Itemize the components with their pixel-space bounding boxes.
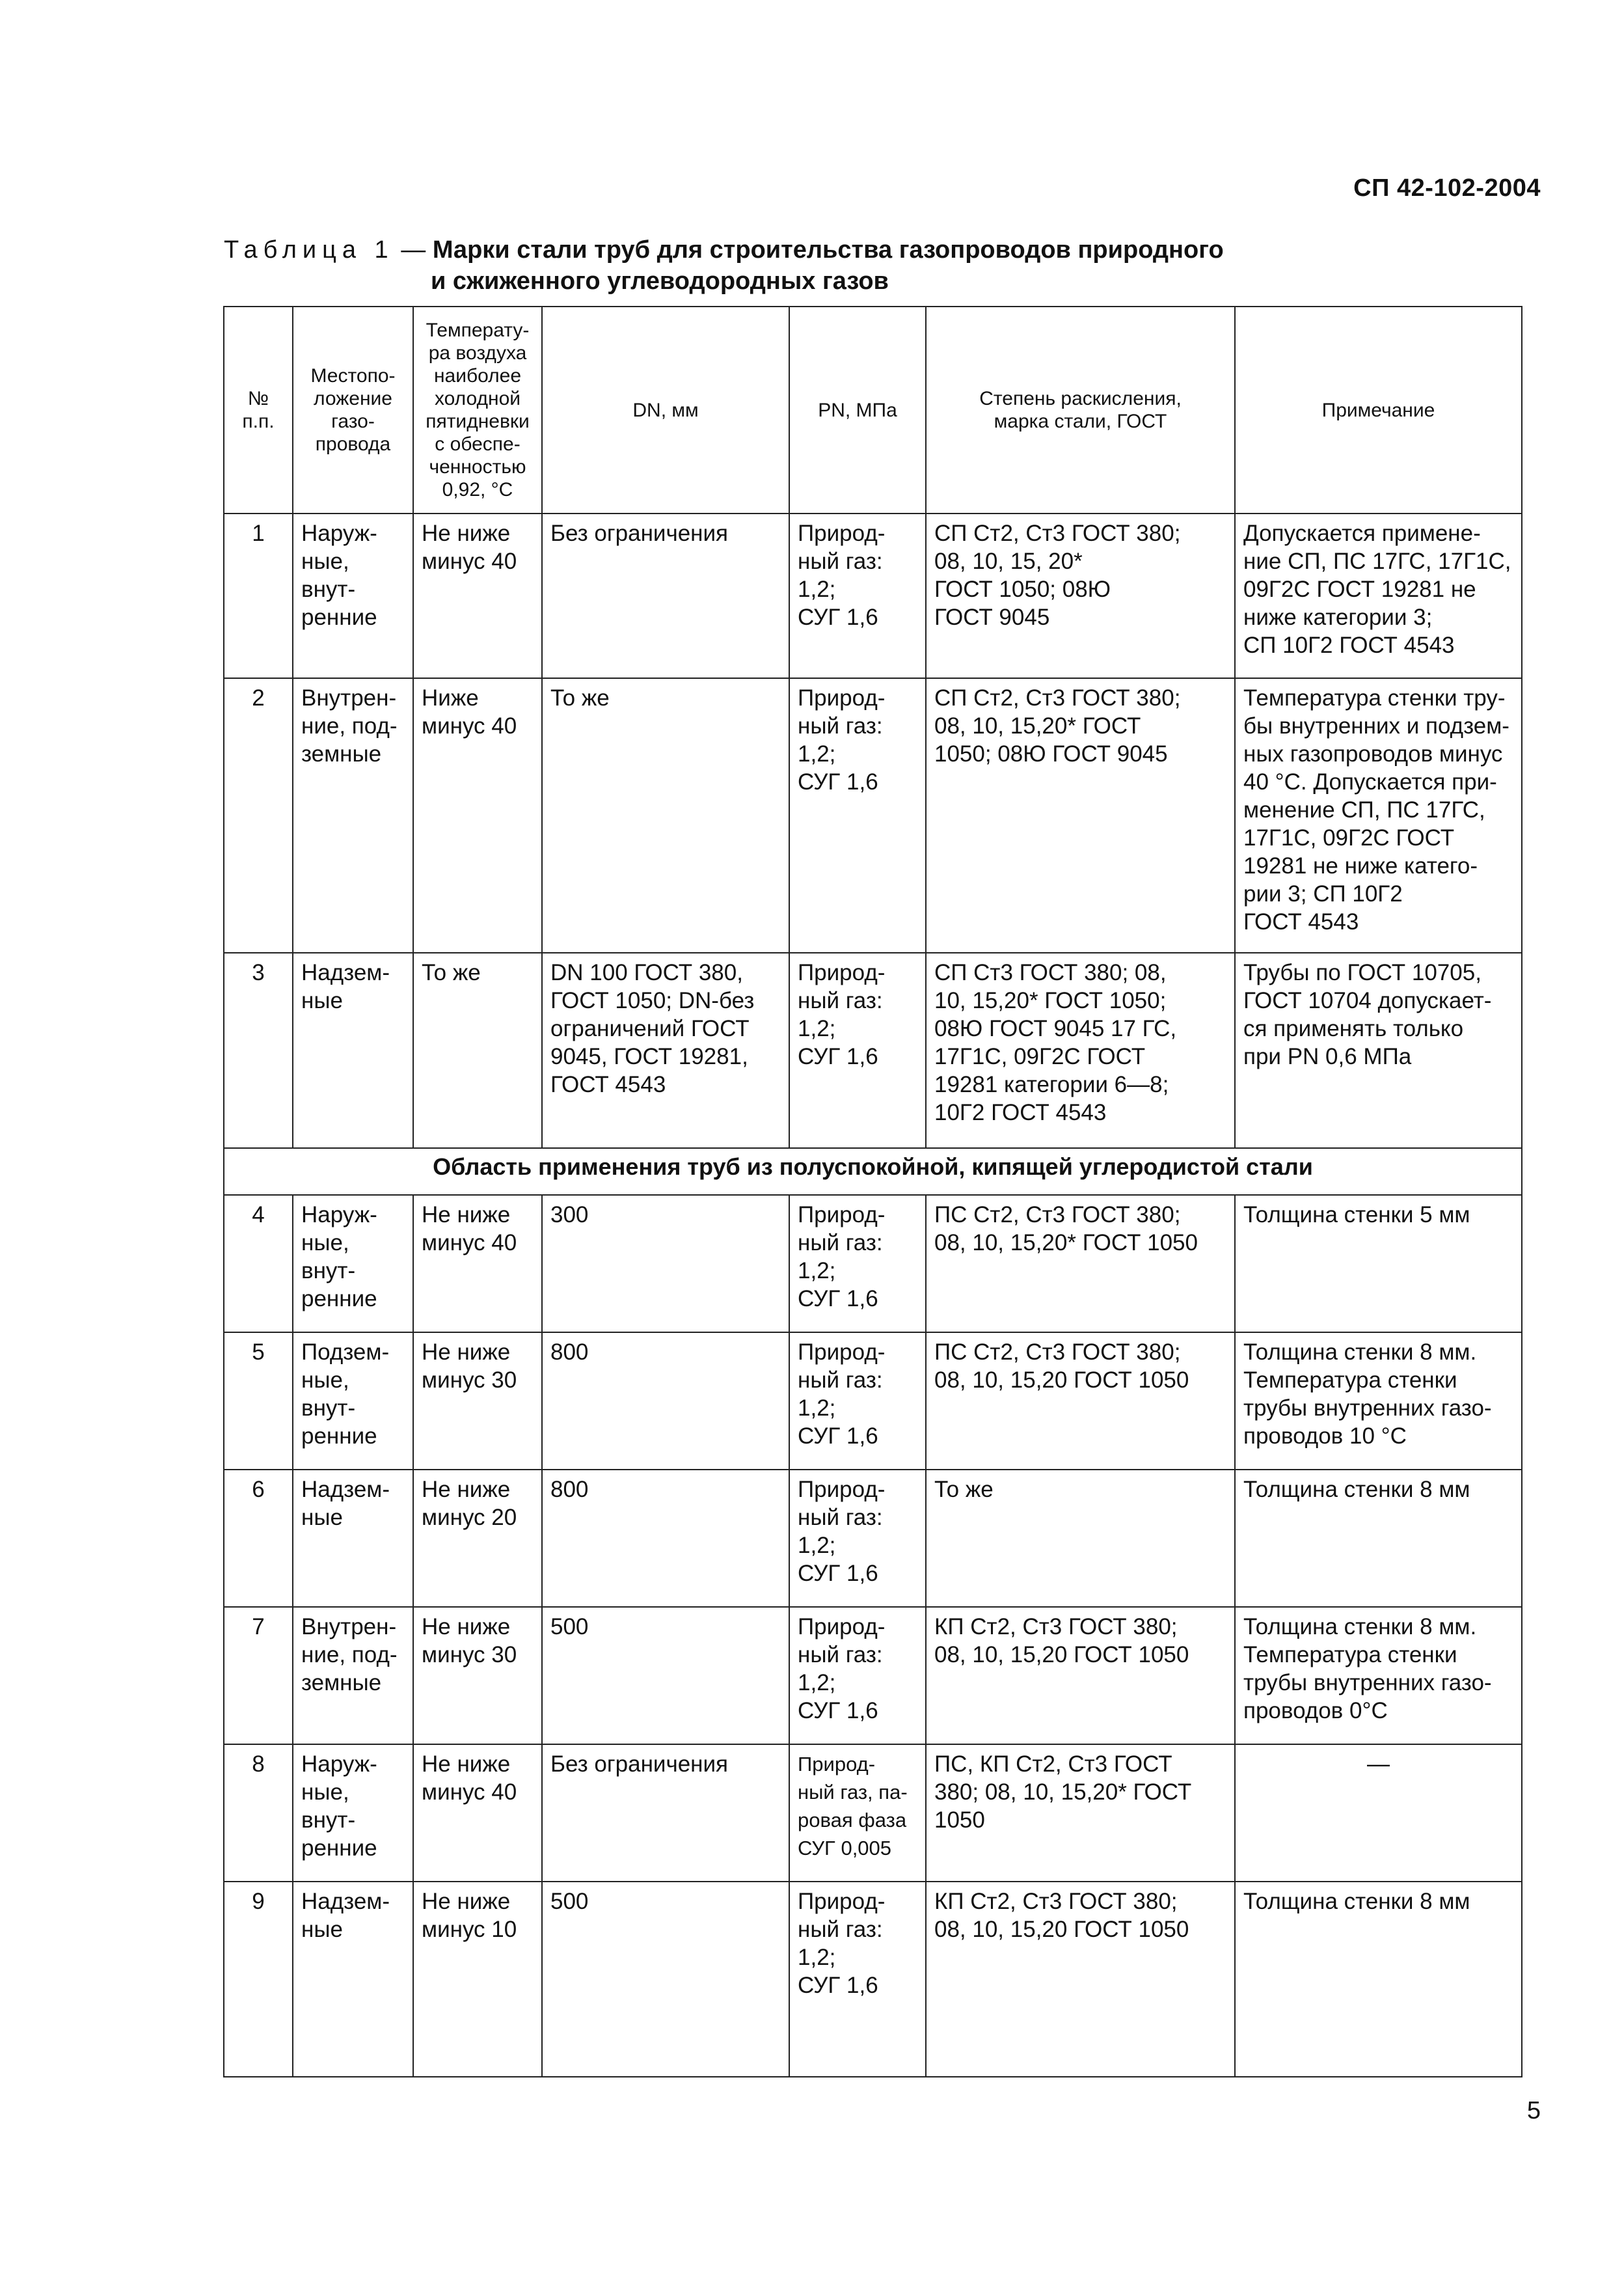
cell-location: Внутрен- ние, под- земные bbox=[293, 1607, 413, 1744]
table-row bbox=[224, 514, 1522, 678]
table-caption-prefix: Таблица 1 bbox=[224, 236, 394, 264]
cell-num: 4 bbox=[224, 1195, 293, 1332]
cell-num: 9 bbox=[224, 1882, 293, 2077]
cell-note: Толщина стенки 8 мм bbox=[1235, 1470, 1522, 1607]
cell-pn: Природ- ный газ: 1,2; СУГ 1,6 bbox=[789, 1470, 926, 1607]
table-row bbox=[224, 1332, 1522, 1470]
cell-temperature: Не ниже минус 40 bbox=[413, 1744, 542, 1882]
cell-note: Толщина стенки 8 мм. Температура стенки трубы внутренних газо- проводов 10 °С bbox=[1235, 1332, 1522, 1470]
cell-num: 7 bbox=[224, 1607, 293, 1744]
table-title-line2: и сжиженного углеводородных газов bbox=[431, 267, 889, 295]
table-row bbox=[224, 953, 1522, 1148]
cell-note: Толщина стенки 8 мм. Температура стенки трубы внутренних газо- проводов 0°С bbox=[1235, 1607, 1522, 1744]
table-section-row bbox=[224, 1148, 1522, 1195]
table-caption-dash: — bbox=[394, 236, 433, 264]
table-row bbox=[224, 1470, 1522, 1607]
table-row bbox=[224, 1882, 1522, 2077]
cell-location: Подзем- ные, внут- ренние bbox=[293, 1332, 413, 1470]
cell-dn: 500 bbox=[542, 1607, 789, 1744]
cell-pn: Природ- ный газ: 1,2; СУГ 1,6 bbox=[789, 514, 926, 678]
table-row bbox=[224, 1195, 1522, 1332]
cell-pn: Природ- ный газ: 1,2; СУГ 1,6 bbox=[789, 1882, 926, 2077]
cell-steel: То же bbox=[926, 1470, 1235, 1607]
header-note: Примечание bbox=[1235, 307, 1522, 514]
table-row bbox=[224, 1607, 1522, 1744]
cell-steel: ПС, КП Ст2, Ст3 ГОСТ 380; 08, 10, 15,20* ГОСТ 1050 bbox=[926, 1744, 1235, 1882]
cell-steel: СП Ст2, Ст3 ГОСТ 380; 08, 10, 15,20* ГОСТ 1050; 08Ю ГОСТ 9045 bbox=[926, 678, 1235, 953]
cell-num: 8 bbox=[224, 1744, 293, 1882]
cell-note: Толщина стенки 8 мм bbox=[1235, 1882, 1522, 2077]
cell-num: 6 bbox=[224, 1470, 293, 1607]
cell-pn: Природ- ный газ: 1,2; СУГ 1,6 bbox=[789, 1195, 926, 1332]
header-num: № п.п. bbox=[224, 307, 293, 514]
cell-dn: 800 bbox=[542, 1470, 789, 1607]
cell-dn: 300 bbox=[542, 1195, 789, 1332]
cell-pn: Природ- ный газ: 1,2; СУГ 1,6 bbox=[789, 1332, 926, 1470]
cell-temperature: Не ниже минус 30 bbox=[413, 1332, 542, 1470]
cell-location: Наруж- ные, внут- ренние bbox=[293, 514, 413, 678]
cell-location: Наруж- ные, внут- ренние bbox=[293, 1195, 413, 1332]
section-title: Область применения труб из полуспокойной, кипящей углеродистой стали bbox=[224, 1148, 1522, 1195]
cell-steel: СП Ст2, Ст3 ГОСТ 380; 08, 10, 15, 20* ГОСТ 1050; 08Ю ГОСТ 9045 bbox=[926, 514, 1235, 678]
cell-num: 2 bbox=[224, 678, 293, 953]
cell-temperature: То же bbox=[413, 953, 542, 1148]
cell-num: 1 bbox=[224, 514, 293, 678]
header-location: Местопо- ложение газо- провода bbox=[293, 307, 413, 514]
cell-pn: Природ- ный газ: 1,2; СУГ 1,6 bbox=[789, 678, 926, 953]
cell-note: Допускается примене- ние СП, ПС 17ГС, 17Г1С, 09Г2С ГОСТ 19281 не ниже категории 3; СП 10Г2 ГОСТ 4543 bbox=[1235, 514, 1522, 678]
cell-note: Толщина стенки 5 мм bbox=[1235, 1195, 1522, 1332]
cell-location: Надзем- ные bbox=[293, 1470, 413, 1607]
header-pn: PN, МПа bbox=[789, 307, 926, 514]
cell-note: — bbox=[1235, 1744, 1522, 1882]
table-row bbox=[224, 678, 1522, 953]
cell-location: Надзем- ные bbox=[293, 1882, 413, 2077]
cell-dn: 500 bbox=[542, 1882, 789, 2077]
cell-pn: Природ- ный газ, па- ровая фаза СУГ 0,005 bbox=[789, 1744, 926, 1882]
cell-dn: DN 100 ГОСТ 380, ГОСТ 1050; DN-без ограничений ГОСТ 9045, ГОСТ 19281, ГОСТ 4543 bbox=[542, 953, 789, 1148]
cell-location: Наруж- ные, внут- ренние bbox=[293, 1744, 413, 1882]
cell-temperature: Не ниже минус 20 bbox=[413, 1470, 542, 1607]
header-steel: Степень раскисления, марка стали, ГОСТ bbox=[926, 307, 1235, 514]
page-number: 5 bbox=[1526, 2097, 1541, 2124]
cell-temperature: Не ниже минус 10 bbox=[413, 1882, 542, 2077]
cell-note: Температура стенки тру- бы внутренних и подзем- ных газопроводов минус 40 °С. Допускается при- менение СП, ПС 17ГС, 17Г1С, 09Г2С ГОСТ 19281 не ниже катего- рии 3; СП 10Г2 ГОСТ 4543 bbox=[1235, 678, 1522, 953]
cell-temperature: Не ниже минус 40 bbox=[413, 514, 542, 678]
cell-dn: Без ограничения bbox=[542, 1744, 789, 1882]
table-title-line1: Марки стали труб для строительства газопроводов природного bbox=[432, 236, 1224, 264]
cell-num: 5 bbox=[224, 1332, 293, 1470]
table-header-row bbox=[224, 307, 1522, 514]
cell-note: Трубы по ГОСТ 10705, ГОСТ 10704 допускает- ся применять только при PN 0,6 МПа bbox=[1235, 953, 1522, 1148]
cell-steel: КП Ст2, Ст3 ГОСТ 380; 08, 10, 15,20 ГОСТ 1050 bbox=[926, 1882, 1235, 2077]
steel-grades-table bbox=[223, 306, 1522, 2077]
cell-steel: ПС Ст2, Ст3 ГОСТ 380; 08, 10, 15,20* ГОСТ 1050 bbox=[926, 1195, 1235, 1332]
cell-steel: СП Ст3 ГОСТ 380; 08, 10, 15,20* ГОСТ 1050; 08Ю ГОСТ 9045 17 ГС, 17Г1С, 09Г2С ГОСТ 19281 категории 6—8; 10Г2 ГОСТ 4543 bbox=[926, 953, 1235, 1148]
cell-dn: Без ограничения bbox=[542, 514, 789, 678]
cell-temperature: Не ниже минус 30 bbox=[413, 1607, 542, 1744]
cell-num: 3 bbox=[224, 953, 293, 1148]
cell-temperature: Ниже минус 40 bbox=[413, 678, 542, 953]
cell-dn: То же bbox=[542, 678, 789, 953]
cell-pn: Природ- ный газ: 1,2; СУГ 1,6 bbox=[789, 1607, 926, 1744]
cell-pn: Природ- ный газ: 1,2; СУГ 1,6 bbox=[789, 953, 926, 1148]
header-temperature: Температу- ра воздуха наиболее холодной пятидневки с обеспе- ченностью 0,92, °С bbox=[413, 307, 542, 514]
table-row bbox=[224, 1744, 1522, 1882]
cell-location: Внутрен- ние, под- земные bbox=[293, 678, 413, 953]
cell-location: Надзем- ные bbox=[293, 953, 413, 1148]
header-dn: DN, мм bbox=[542, 307, 789, 514]
cell-steel: ПС Ст2, Ст3 ГОСТ 380; 08, 10, 15,20 ГОСТ 1050 bbox=[926, 1332, 1235, 1470]
cell-temperature: Не ниже минус 40 bbox=[413, 1195, 542, 1332]
document-code: СП 42-102-2004 bbox=[1353, 174, 1541, 202]
cell-dn: 800 bbox=[542, 1332, 789, 1470]
cell-steel: КП Ст2, Ст3 ГОСТ 380; 08, 10, 15,20 ГОСТ 1050 bbox=[926, 1607, 1235, 1744]
table-caption bbox=[224, 234, 1460, 297]
